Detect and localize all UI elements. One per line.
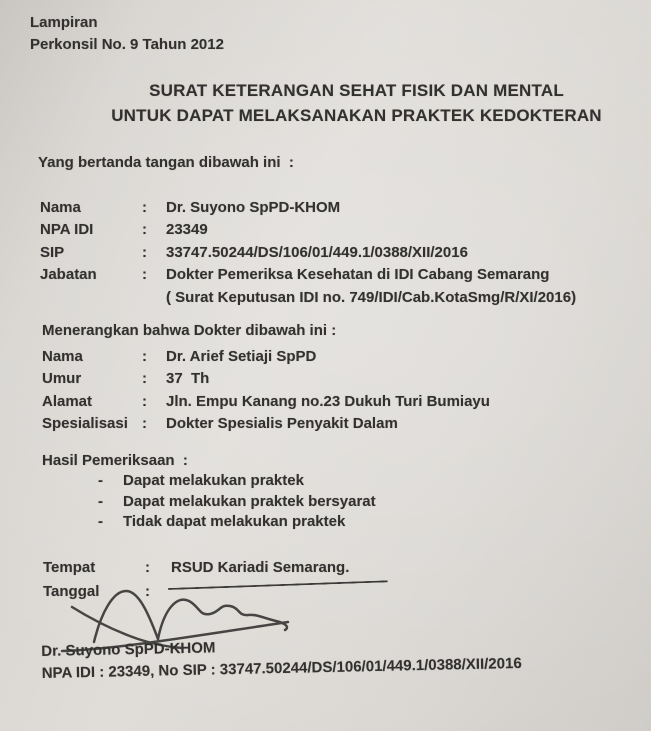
field-label: Umur (42, 370, 82, 388)
field-row-nama (40, 197, 576, 219)
examiner-details (40, 197, 576, 309)
field-row-umur (42, 368, 490, 390)
field-value: Dr. Arief Setiaji SpPD (166, 348, 317, 365)
field-label: Spesialisasi (42, 415, 128, 433)
colon: : (142, 370, 147, 388)
colon: : (142, 243, 147, 261)
signer-ids: NPA IDI : 23349, No SIP : 33747.50244/DS/106/01/449.1/0388/XII/2016 (41, 654, 522, 683)
field-label: Nama (42, 348, 83, 365)
signer-name: Dr. Suyono SpPD-KHOM (41, 639, 216, 661)
subject-details (42, 346, 490, 436)
result-item-text: Dapat melakukan praktek (123, 472, 304, 489)
field-row-alamat (42, 391, 490, 413)
opening-statement: Yang bertanda tangan dibawah ini : (38, 154, 294, 171)
colon: : (142, 415, 147, 433)
field-label: Tempat (43, 559, 96, 576)
colon: : (142, 221, 147, 239)
result-item-text: Tidak dapat melakukan praktek (123, 513, 346, 531)
dash-bullet: - (98, 513, 103, 531)
field-value: Dr. Suyono SpPD-KHOM (166, 199, 341, 216)
subject-statement: Menerangkan bahwa Dokter dibawah ini : (42, 322, 337, 339)
result-item (98, 471, 376, 492)
colon: : (142, 348, 147, 365)
field-value: 23349 (166, 221, 208, 239)
field-row-tempat (43, 556, 349, 580)
field-row-spesialisasi (42, 413, 490, 435)
field-value: RSUD Kariadi Semarang. (171, 559, 350, 576)
field-label: Jabatan (40, 266, 97, 284)
colon: : (142, 199, 147, 216)
field-value: Jln. Empu Kanang no.23 Dukuh Turi Bumiayu (166, 392, 490, 410)
field-row-jabatan (40, 264, 576, 286)
dash-bullet: - (98, 492, 103, 510)
letterhead (30, 12, 224, 56)
letterhead-line1: Lampiran (30, 14, 98, 31)
document-title-line1: SURAT KETERANGAN SEHAT FISIK DAN MENTAL (149, 81, 564, 100)
result-item-text: Dapat melakukan praktek bersyarat (123, 492, 376, 510)
field-label: SIP (40, 243, 65, 261)
colon: : (142, 266, 147, 284)
letterhead-line2: Perkonsil No. 9 Tahun 2012 (30, 36, 224, 53)
field-value: 33747.50244/DS/106/01/449.1/0388/XII/2016 (166, 243, 468, 261)
field-value: Dokter Pemeriksa Kesehatan di IDI Cabang Semarang (166, 266, 550, 284)
field-value: 37 Th (166, 370, 210, 388)
colon: : (145, 583, 150, 600)
results-list (98, 471, 376, 533)
jabatan-note: ( Surat Keputusan IDI no. 749/IDI/Cab.KotaSmg/R/XI/2016) (166, 288, 577, 306)
dash-bullet: - (98, 472, 103, 489)
field-label: Alamat (42, 392, 93, 410)
results-heading: Hasil Pemeriksaan : (42, 452, 188, 469)
field-row-nama (42, 346, 490, 368)
field-label: Tanggal (43, 583, 100, 600)
field-value: Dokter Spesialis Penyakit Dalam (166, 415, 398, 433)
field-label: NPA IDI (40, 221, 94, 239)
field-label: Nama (40, 199, 81, 216)
field-row-sip (40, 242, 576, 264)
colon: : (142, 392, 147, 410)
result-item (98, 492, 376, 513)
colon: : (145, 559, 150, 576)
document-title-line2: UNTUK DAPAT MELAKSANAKAN PRAKTEK KEDOKTERAN (111, 106, 602, 125)
result-item (98, 512, 376, 533)
field-row-npa-idi (40, 219, 576, 241)
document-title (0, 78, 651, 128)
